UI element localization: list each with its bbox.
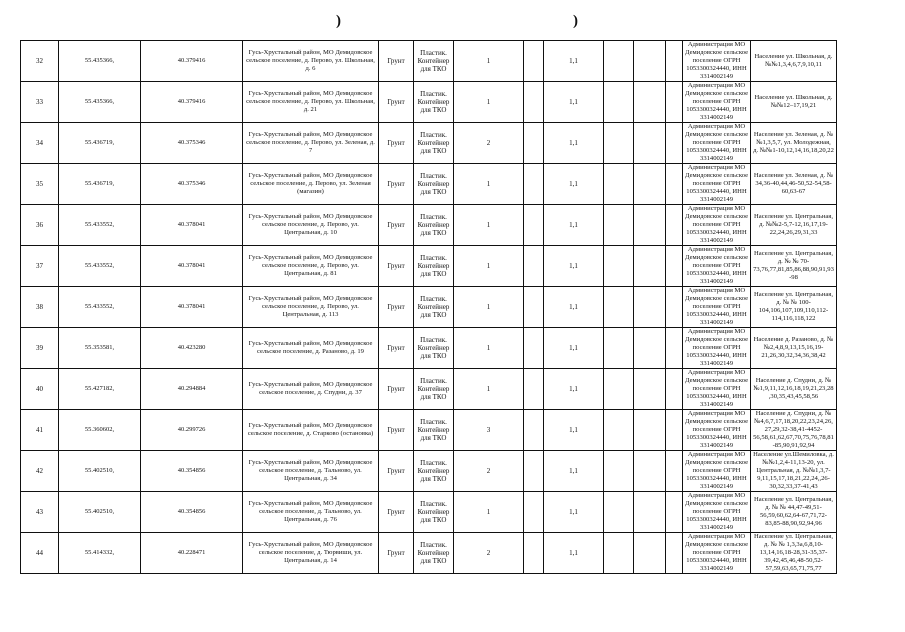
served-objects-cell: Население д. Разаново, д. № №2,4,8,9,13,15,16,19-21,26,30,32,34,36,38,42 xyxy=(751,328,837,369)
table-row xyxy=(21,451,837,492)
served-objects-cell: Население ул. Зеленая, д. № №1,3,5,7, ул. Молодежная, д. №№1-10,12,14,16,18,20,22 xyxy=(751,123,837,164)
punch-mark-right: ) xyxy=(573,13,578,29)
latitude-cell: 55.435366, xyxy=(59,82,141,123)
empty-cell xyxy=(634,287,666,328)
served-objects-cell: Население ул. Центральная, д. №№2-5,7-12,16,17,19-22,24,26,29,31,33 xyxy=(751,205,837,246)
served-objects-cell: Население ул. Школьная, д. №№1,3,4,6,7,9,10,11 xyxy=(751,41,837,82)
empty-cell xyxy=(666,123,683,164)
empty-cell xyxy=(666,492,683,533)
owner-cell: Администрация МО Демидовское сельское поселение ОГРН 1053300324440, ИНН 3314002149 xyxy=(683,205,751,246)
address-cell: Гусь-Хрустальный район, МО Демидовское сельское поселение, д. Спудни, д. 37 xyxy=(243,369,379,410)
container-count-cell: 1 xyxy=(454,369,524,410)
served-objects-cell: Население ул. Центральная, д. № № 100-104,106,107,109,110,112-114,116,118,122 xyxy=(751,287,837,328)
owner-cell: Администрация МО Демидовское сельское поселение ОГРН 1053300324440, ИНН 3314002149 xyxy=(683,328,751,369)
served-objects-cell: Население ул. Школьная, д. №№12–17,19,21 xyxy=(751,82,837,123)
longitude-cell: 40.375346 xyxy=(141,164,243,205)
surface-cell: Грунт xyxy=(379,287,414,328)
owner-cell: Администрация МО Демидовское сельское поселение ОГРН 1053300324440, ИНН 3314002149 xyxy=(683,451,751,492)
served-objects-cell: Население д. Спудни, д. № №4,6,7,17,18,20,22,23,24,26,27,29,32-38,41-4452-56,58,61,62,67,70,75,76,78,81-85,90,91,92,94 xyxy=(751,410,837,451)
table-row xyxy=(21,205,837,246)
container-volume-cell: 1,1 xyxy=(544,533,604,574)
surface-cell: Грунт xyxy=(379,205,414,246)
empty-cell xyxy=(604,246,634,287)
container-count-cell: 3 xyxy=(454,410,524,451)
row-number-cell: 33 xyxy=(21,82,59,123)
container-type-cell: Пластик. Контейнер для ТКО xyxy=(414,246,454,287)
longitude-cell: 40.423280 xyxy=(141,328,243,369)
empty-cell xyxy=(634,82,666,123)
surface-cell: Грунт xyxy=(379,533,414,574)
empty-cell xyxy=(524,246,544,287)
owner-cell: Администрация МО Демидовское сельское поселение ОГРН 1053300324440, ИНН 3314002149 xyxy=(683,287,751,328)
container-type-cell: Пластик. Контейнер для ТКО xyxy=(414,533,454,574)
surface-cell: Грунт xyxy=(379,369,414,410)
owner-cell: Администрация МО Демидовское сельское поселение ОГРН 1053300324440, ИНН 3314002149 xyxy=(683,246,751,287)
empty-cell xyxy=(524,287,544,328)
empty-cell xyxy=(634,410,666,451)
container-volume-cell: 1,1 xyxy=(544,451,604,492)
empty-cell xyxy=(604,205,634,246)
container-volume-cell: 1,1 xyxy=(544,205,604,246)
served-objects-cell: Население ул.Шемиловка, д. №№1,2,4-11,13-20, ул. Центральная, д. №№1,3,7-9,11,15,17,18,21,22,24,,26-30,32,33,37-41,43 xyxy=(751,451,837,492)
empty-cell xyxy=(524,492,544,533)
owner-cell: Администрация МО Демидовское сельское поселение ОГРН 1053300324440, ИНН 3314002149 xyxy=(683,82,751,123)
longitude-cell: 40.354856 xyxy=(141,451,243,492)
empty-cell xyxy=(524,328,544,369)
longitude-cell: 40.378041 xyxy=(141,287,243,328)
row-number-cell: 44 xyxy=(21,533,59,574)
empty-cell xyxy=(524,410,544,451)
empty-cell xyxy=(604,533,634,574)
surface-cell: Грунт xyxy=(379,328,414,369)
longitude-cell: 40.378041 xyxy=(141,246,243,287)
empty-cell xyxy=(524,123,544,164)
punch-mark-left: ) xyxy=(336,13,341,29)
served-objects-cell: Население д. Спудни, д. № №1,9,11,12,16,18,19,21,23,28,30,35,43,45,58,56 xyxy=(751,369,837,410)
container-volume-cell: 1,1 xyxy=(544,41,604,82)
empty-cell xyxy=(524,205,544,246)
empty-cell xyxy=(604,164,634,205)
latitude-cell: 55.435366, xyxy=(59,41,141,82)
empty-cell xyxy=(666,410,683,451)
longitude-cell: 40.379416 xyxy=(141,41,243,82)
longitude-cell: 40.228471 xyxy=(141,533,243,574)
container-volume-cell: 1,1 xyxy=(544,369,604,410)
address-cell: Гусь-Хрустальный район, МО Демидовское сельское поселение, д. Перово, ул. Зеленая, д. 7 xyxy=(243,123,379,164)
row-number-cell: 32 xyxy=(21,41,59,82)
container-count-cell: 2 xyxy=(454,451,524,492)
empty-cell xyxy=(604,41,634,82)
container-type-cell: Пластик. Контейнер для ТКО xyxy=(414,492,454,533)
owner-cell: Администрация МО Демидовское сельское поселение ОГРН 1053300324440, ИНН 3314002149 xyxy=(683,410,751,451)
empty-cell xyxy=(524,451,544,492)
container-type-cell: Пластик. Контейнер для ТКО xyxy=(414,451,454,492)
owner-cell: Администрация МО Демидовское сельское поселение ОГРН 1053300324440, ИНН 3314002149 xyxy=(683,123,751,164)
served-objects-cell: Население ул. Центральная, д. № № 70-73,76,77,81,85,86,88,90,91,93-98 xyxy=(751,246,837,287)
container-type-cell: Пластик. Контейнер для ТКО xyxy=(414,328,454,369)
empty-cell xyxy=(604,369,634,410)
empty-cell xyxy=(634,41,666,82)
container-sites-table xyxy=(20,40,837,574)
table-row xyxy=(21,328,837,369)
owner-cell: Администрация МО Демидовское сельское поселение ОГРН 1053300324440, ИНН 3314002149 xyxy=(683,492,751,533)
address-cell: Гусь-Хрустальный район, МО Демидовское сельское поселение, д. Разаново, д. 19 xyxy=(243,328,379,369)
longitude-cell: 40.354856 xyxy=(141,492,243,533)
empty-cell xyxy=(604,82,634,123)
address-cell: Гусь-Хрустальный район, МО Демидовское сельское поселение, д. Перово, ул. Школьная, д. 6 xyxy=(243,41,379,82)
address-cell: Гусь-Хрустальный район, МО Демидовское сельское поселение, д. Перово, ул. Зеленая (магазин) xyxy=(243,164,379,205)
served-objects-cell: Население ул. Центральная, д. № № 1,3,3а,6,8,10-13,14,16,18-28,31-35,37-39,42,45,46,48-50,52-57,59,63,65,71,75,77 xyxy=(751,533,837,574)
container-volume-cell: 1,1 xyxy=(544,287,604,328)
row-number-cell: 41 xyxy=(21,410,59,451)
container-count-cell: 1 xyxy=(454,246,524,287)
latitude-cell: 55.414332, xyxy=(59,533,141,574)
empty-cell xyxy=(634,123,666,164)
address-cell: Гусь-Хрустальный район, МО Демидовское сельское поселение, д. Перово, ул. Школьная, д. 21 xyxy=(243,82,379,123)
address-cell: Гусь-Хрустальный район, МО Демидовское сельское поселение, д. Перово, ул. Центральная, д. 113 xyxy=(243,287,379,328)
empty-cell xyxy=(666,205,683,246)
row-number-cell: 42 xyxy=(21,451,59,492)
empty-cell xyxy=(634,246,666,287)
latitude-cell: 55.433552, xyxy=(59,246,141,287)
address-cell: Гусь-Хрустальный район, МО Демидовское сельское поселение, д. Перово, ул. Центральная, д. 81 xyxy=(243,246,379,287)
owner-cell: Администрация МО Демидовское сельское поселение ОГРН 1053300324440, ИНН 3314002149 xyxy=(683,369,751,410)
longitude-cell: 40.379416 xyxy=(141,82,243,123)
container-type-cell: Пластик. Контейнер для ТКО xyxy=(414,410,454,451)
empty-cell xyxy=(666,164,683,205)
empty-cell xyxy=(604,492,634,533)
empty-cell xyxy=(634,369,666,410)
container-volume-cell: 1,1 xyxy=(544,164,604,205)
empty-cell xyxy=(634,205,666,246)
longitude-cell: 40.294884 xyxy=(141,369,243,410)
latitude-cell: 55.427182, xyxy=(59,369,141,410)
container-volume-cell: 1,1 xyxy=(544,82,604,123)
longitude-cell: 40.299726 xyxy=(141,410,243,451)
empty-cell xyxy=(604,410,634,451)
empty-cell xyxy=(634,533,666,574)
surface-cell: Грунт xyxy=(379,451,414,492)
empty-cell xyxy=(524,82,544,123)
container-type-cell: Пластик. Контейнер для ТКО xyxy=(414,287,454,328)
address-cell: Гусь-Хрустальный район, МО Демидовское сельское поселение, д. Тальново, ул. Центральная, д. 76 xyxy=(243,492,379,533)
empty-cell xyxy=(666,287,683,328)
address-cell: Гусь-Хрустальный район, МО Демидовское сельское поселение, д. Перово, ул. Центральная, д. 10 xyxy=(243,205,379,246)
served-objects-cell: Население ул. Центральная, д. № № 44,47-49,51-56,59,60,62,64-67,71,72-83,85-88,90,92,94,96 xyxy=(751,492,837,533)
container-type-cell: Пластик. Контейнер для ТКО xyxy=(414,123,454,164)
table-row xyxy=(21,82,837,123)
owner-cell: Администрация МО Демидовское сельское поселение ОГРН 1053300324440, ИНН 3314002149 xyxy=(683,164,751,205)
empty-cell xyxy=(524,41,544,82)
surface-cell: Грунт xyxy=(379,246,414,287)
container-count-cell: 1 xyxy=(454,205,524,246)
empty-cell xyxy=(666,451,683,492)
container-count-cell: 1 xyxy=(454,164,524,205)
container-count-cell: 1 xyxy=(454,492,524,533)
longitude-cell: 40.375346 xyxy=(141,123,243,164)
row-number-cell: 39 xyxy=(21,328,59,369)
container-volume-cell: 1,1 xyxy=(544,123,604,164)
table-row xyxy=(21,123,837,164)
empty-cell xyxy=(634,328,666,369)
row-number-cell: 35 xyxy=(21,164,59,205)
empty-cell xyxy=(604,451,634,492)
empty-cell xyxy=(666,533,683,574)
container-count-cell: 1 xyxy=(454,287,524,328)
surface-cell: Грунт xyxy=(379,41,414,82)
row-number-cell: 43 xyxy=(21,492,59,533)
latitude-cell: 55.433552, xyxy=(59,205,141,246)
container-count-cell: 1 xyxy=(454,41,524,82)
table-row xyxy=(21,533,837,574)
latitude-cell: 55.402510, xyxy=(59,451,141,492)
empty-cell xyxy=(604,123,634,164)
empty-cell xyxy=(634,451,666,492)
address-cell: Гусь-Хрустальный район, МО Демидовское сельское поселение, д. Тальново, ул. Центральная, д. 34 xyxy=(243,451,379,492)
row-number-cell: 37 xyxy=(21,246,59,287)
table-row xyxy=(21,41,837,82)
empty-cell xyxy=(634,164,666,205)
latitude-cell: 55.433552, xyxy=(59,287,141,328)
empty-cell xyxy=(634,492,666,533)
empty-cell xyxy=(666,328,683,369)
latitude-cell: 55.360602, xyxy=(59,410,141,451)
empty-cell xyxy=(524,369,544,410)
empty-cell xyxy=(604,328,634,369)
container-count-cell: 2 xyxy=(454,533,524,574)
container-type-cell: Пластик. Контейнер для ТКО xyxy=(414,164,454,205)
latitude-cell: 55.402510, xyxy=(59,492,141,533)
latitude-cell: 55.436719, xyxy=(59,164,141,205)
surface-cell: Грунт xyxy=(379,82,414,123)
latitude-cell: 55.436719, xyxy=(59,123,141,164)
table-row xyxy=(21,164,837,205)
owner-cell: Администрация МО Демидовское сельское поселение ОГРН 1053300324440, ИНН 3314002149 xyxy=(683,533,751,574)
empty-cell xyxy=(666,246,683,287)
row-number-cell: 38 xyxy=(21,287,59,328)
address-cell: Гусь-Хрустальный район, МО Демидовское сельское поселение, д. Старково (остановка) xyxy=(243,410,379,451)
container-type-cell: Пластик. Контейнер для ТКО xyxy=(414,41,454,82)
table-row xyxy=(21,410,837,451)
owner-cell: Администрация МО Демидовское сельское поселение ОГРН 1053300324440, ИНН 3314002149 xyxy=(683,41,751,82)
container-volume-cell: 1,1 xyxy=(544,246,604,287)
container-volume-cell: 1,1 xyxy=(544,328,604,369)
served-objects-cell: Население ул. Зеленая, д. № 34,36-40,44,46-50,52-54,58-60,63-67 xyxy=(751,164,837,205)
surface-cell: Грунт xyxy=(379,492,414,533)
row-number-cell: 40 xyxy=(21,369,59,410)
row-number-cell: 34 xyxy=(21,123,59,164)
container-count-cell: 2 xyxy=(454,123,524,164)
table-row xyxy=(21,492,837,533)
table-row xyxy=(21,246,837,287)
container-type-cell: Пластик. Контейнер для ТКО xyxy=(414,82,454,123)
container-count-cell: 1 xyxy=(454,328,524,369)
empty-cell xyxy=(666,41,683,82)
container-type-cell: Пластик. Контейнер для ТКО xyxy=(414,205,454,246)
empty-cell xyxy=(524,164,544,205)
empty-cell xyxy=(666,82,683,123)
table-body xyxy=(21,41,837,574)
surface-cell: Грунт xyxy=(379,410,414,451)
container-count-cell: 1 xyxy=(454,82,524,123)
empty-cell xyxy=(604,287,634,328)
container-type-cell: Пластик. Контейнер для ТКО xyxy=(414,369,454,410)
row-number-cell: 36 xyxy=(21,205,59,246)
surface-cell: Грунт xyxy=(379,164,414,205)
table-row xyxy=(21,369,837,410)
table-row xyxy=(21,287,837,328)
latitude-cell: 55.353581, xyxy=(59,328,141,369)
container-volume-cell: 1,1 xyxy=(544,410,604,451)
address-cell: Гусь-Хрустальный район, МО Демидовское сельское поселение, д. Тюрвиши, ул. Центральная, д. 14 xyxy=(243,533,379,574)
empty-cell xyxy=(666,369,683,410)
surface-cell: Грунт xyxy=(379,123,414,164)
empty-cell xyxy=(524,533,544,574)
longitude-cell: 40.378041 xyxy=(141,205,243,246)
container-volume-cell: 1,1 xyxy=(544,492,604,533)
